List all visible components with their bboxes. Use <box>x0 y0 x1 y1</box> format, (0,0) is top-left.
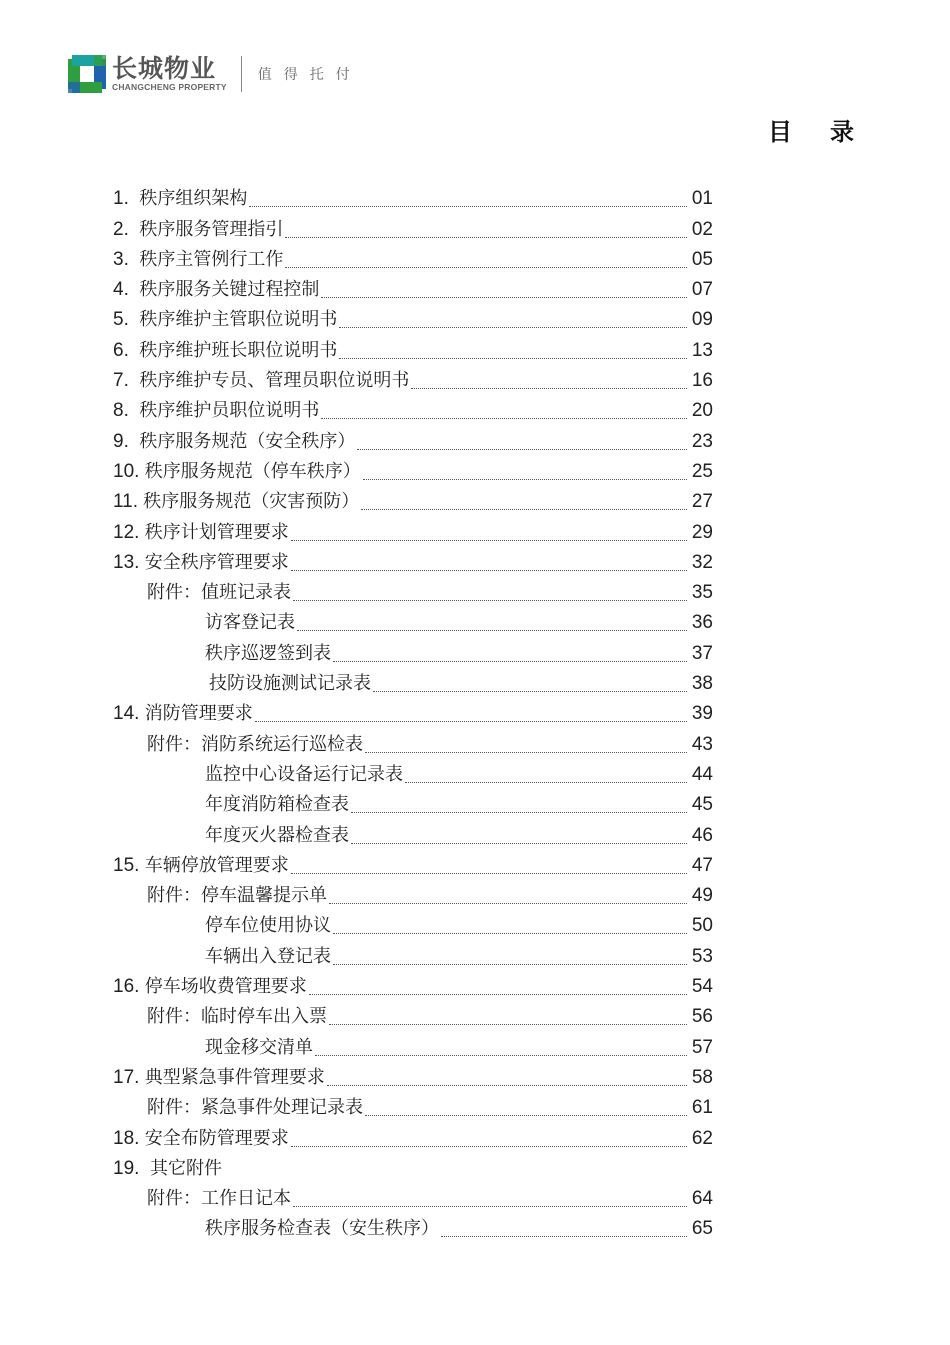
toc-entry-number: 10. <box>113 460 145 482</box>
toc-entry-title: 车辆停放管理要求 <box>144 854 289 876</box>
toc-entry-number: 3. <box>113 248 140 270</box>
toc-entry-title: 消防管理要求 <box>144 703 253 725</box>
header <box>68 52 362 96</box>
toc-dot-leader <box>224 1176 687 1177</box>
toc-dot-leader <box>361 508 687 510</box>
toc-entry-page: 38 <box>691 673 713 695</box>
toc-entry-page: 20 <box>691 400 713 422</box>
toc-entry[interactable] <box>113 727 713 757</box>
toc-entry-title: 秩序巡逻签到表 <box>205 642 331 664</box>
toc-entry-title: 秩序服务规范（停车秩序） <box>144 460 361 482</box>
toc-entry-title: 技防设施测试记录表 <box>209 673 371 695</box>
toc-entry-page: 39 <box>691 703 713 725</box>
toc-entry-page: 35 <box>691 582 713 604</box>
toc-dot-leader <box>339 326 687 328</box>
toc-entry-number: 13. <box>113 551 145 573</box>
toc-entry[interactable] <box>113 364 713 394</box>
toc-dot-leader <box>327 1084 687 1086</box>
toc-entry[interactable] <box>113 212 713 242</box>
toc-entry-title: 附件：临时停车出入票 <box>147 1006 327 1028</box>
brand-name-cn: 长城物业 <box>112 54 217 83</box>
toc-entry-number: 5. <box>113 309 140 331</box>
toc-entry-number: 16. <box>113 976 145 998</box>
toc-dot-leader <box>357 448 687 450</box>
toc-entry[interactable] <box>113 1121 713 1151</box>
toc-dot-leader <box>291 872 687 874</box>
toc-entry[interactable] <box>113 879 713 909</box>
toc-entry-title: 秩序计划管理要求 <box>144 521 289 543</box>
toc-entry-number: 14. <box>113 703 145 725</box>
toc-entry-page: 49 <box>691 885 713 907</box>
toc-entry[interactable] <box>113 788 713 818</box>
toc-entry-page: 27 <box>691 491 713 513</box>
toc-entry-page: 54 <box>691 976 713 998</box>
toc-entry[interactable] <box>113 515 713 545</box>
toc-dot-leader <box>291 1145 687 1147</box>
toc-entry[interactable] <box>113 1182 713 1212</box>
brand-name-en: CHANGCHENG PROPERTY <box>112 82 227 92</box>
toc-entry[interactable] <box>113 667 713 697</box>
toc-entry[interactable] <box>113 243 713 273</box>
toc-entry-title: 年度灭火器检查表 <box>205 824 349 846</box>
toc-entry-title: 现金移交清单 <box>205 1036 313 1058</box>
toc-entry[interactable] <box>113 182 713 212</box>
toc-entry[interactable] <box>113 697 713 727</box>
toc-dot-leader <box>285 236 687 238</box>
toc-dot-leader <box>373 690 687 692</box>
toc-entry-title: 访客登记表 <box>205 612 295 634</box>
changcheng-logo-icon <box>68 55 106 93</box>
brand <box>112 56 227 92</box>
toc-entry-number: 11. <box>113 491 144 513</box>
toc-entry[interactable] <box>113 333 713 363</box>
toc-dot-leader <box>297 629 687 631</box>
toc-entry-page: 16 <box>691 370 713 392</box>
toc-entry[interactable] <box>113 970 713 1000</box>
toc-entry-page: 50 <box>691 915 713 937</box>
toc-entry-page: 65 <box>691 1218 713 1240</box>
toc-dot-leader <box>411 387 687 389</box>
toc-entry-page: 07 <box>691 279 713 301</box>
toc-entry-page: 61 <box>691 1097 713 1119</box>
toc-entry-title: 秩序维护专员、管理员职位说明书 <box>139 370 410 392</box>
toc-dot-leader <box>255 720 687 722</box>
toc-entry-title: 附件：工作日记本 <box>147 1188 291 1210</box>
toc-dot-leader <box>333 963 687 965</box>
header-divider <box>241 56 242 92</box>
toc-entry-title: 秩序服务规范（灾害预防） <box>143 491 360 513</box>
toc-entry-number: 4. <box>113 279 140 301</box>
toc-entry-number: 1. <box>113 188 140 210</box>
toc-entry-title: 其它附件 <box>149 1157 222 1179</box>
toc-entry[interactable] <box>113 1061 713 1091</box>
toc-entry-number: 15. <box>113 854 145 876</box>
toc-entry[interactable] <box>113 455 713 485</box>
toc-entry[interactable] <box>113 758 713 788</box>
page-title: 目录 <box>768 118 892 146</box>
toc-entry-number: 7. <box>113 370 140 392</box>
toc-entry-title: 秩序服务管理指引 <box>139 218 284 240</box>
toc-entry-title: 秩序服务关键过程控制 <box>139 279 320 301</box>
toc-entry[interactable] <box>113 394 713 424</box>
toc-dot-leader <box>249 205 687 207</box>
toc-entry-title: 秩序维护员职位说明书 <box>139 400 320 422</box>
toc-entry[interactable] <box>113 303 713 333</box>
toc-entry[interactable] <box>113 849 713 879</box>
toc-entry-title: 秩序主管例行工作 <box>139 248 284 270</box>
toc-entry-title: 秩序服务检查表（安生秩序） <box>205 1218 439 1240</box>
toc-entry-page: 45 <box>691 794 713 816</box>
slogan: 值得托付 <box>257 67 362 83</box>
toc-entry-page: 43 <box>691 733 713 755</box>
toc-dot-leader <box>321 417 687 419</box>
toc-entry[interactable] <box>113 424 713 454</box>
toc-entry-page: 25 <box>691 460 713 482</box>
toc-entry-number: 9. <box>113 430 140 452</box>
toc-entry-page: 53 <box>691 945 713 967</box>
toc-entry[interactable] <box>113 273 713 303</box>
toc-entry[interactable] <box>113 1212 713 1242</box>
toc-dot-leader <box>405 781 687 783</box>
toc-entry-title: 安全布防管理要求 <box>144 1127 289 1149</box>
toc-entry[interactable] <box>113 1152 713 1182</box>
toc-dot-leader <box>365 1114 687 1116</box>
toc-entry[interactable] <box>113 636 713 666</box>
toc-entry-page: 44 <box>691 763 713 785</box>
toc-entry-title: 停车场收费管理要求 <box>144 976 307 998</box>
toc-entry[interactable] <box>113 1091 713 1121</box>
toc-entry-page: 01 <box>691 188 713 210</box>
toc-dot-leader <box>293 599 687 601</box>
toc-dot-leader <box>339 357 687 359</box>
toc-entry-page: 13 <box>691 339 713 361</box>
toc-entry[interactable] <box>113 1030 713 1060</box>
toc-entry-page: 58 <box>691 1066 713 1088</box>
toc-entry[interactable] <box>113 909 713 939</box>
toc-entry-page: 23 <box>691 430 713 452</box>
toc-entry-number: 12. <box>113 521 145 543</box>
toc-entry-page: 47 <box>691 854 713 876</box>
toc-dot-leader <box>333 932 687 934</box>
toc-entry-title: 秩序服务规范（安全秩序） <box>139 430 356 452</box>
toc-entry-page: 32 <box>691 551 713 573</box>
toc-entry-page: 64 <box>691 1188 713 1210</box>
toc-dot-leader <box>285 266 687 268</box>
toc-entry-page: 09 <box>691 309 713 331</box>
toc-dot-leader <box>329 1023 687 1025</box>
toc-entry-title: 秩序维护主管职位说明书 <box>139 309 338 331</box>
toc-entry-title: 典型紧急事件管理要求 <box>144 1066 325 1088</box>
toc-entry-number: 19. <box>113 1157 150 1179</box>
toc-entry-title: 监控中心设备运行记录表 <box>205 763 403 785</box>
toc-entry[interactable] <box>113 546 713 576</box>
toc-entry-title: 附件：消防系统运行巡检表 <box>147 733 363 755</box>
toc-entry-page: 57 <box>691 1036 713 1058</box>
toc-dot-leader <box>363 478 687 480</box>
toc-entry-title: 附件：值班记录表 <box>147 582 291 604</box>
toc-entry-title: 年度消防箱检查表 <box>205 794 349 816</box>
toc-entry-page: 36 <box>691 612 713 634</box>
toc-entry-page: 46 <box>691 824 713 846</box>
toc-entry-title: 秩序维护班长职位说明书 <box>139 339 338 361</box>
toc-dot-leader <box>333 660 687 662</box>
toc-entry-page: 62 <box>691 1127 713 1149</box>
toc-entry-number: 8. <box>113 400 140 422</box>
toc-dot-leader <box>293 1205 687 1207</box>
toc-dot-leader <box>291 569 687 571</box>
toc-dot-leader <box>351 842 687 844</box>
toc-dot-leader <box>351 811 687 813</box>
toc-entry-title: 停车位使用协议 <box>205 915 331 937</box>
toc-dot-leader <box>365 751 687 753</box>
table-of-contents <box>113 182 713 1242</box>
toc-entry[interactable] <box>113 606 713 636</box>
toc-dot-leader <box>321 296 687 298</box>
toc-entry-number: 2. <box>113 218 140 240</box>
toc-entry[interactable] <box>113 818 713 848</box>
toc-entry[interactable] <box>113 939 713 969</box>
toc-entry-page: 02 <box>691 218 713 240</box>
toc-entry[interactable] <box>113 485 713 515</box>
toc-entry-number: 6. <box>113 339 140 361</box>
toc-dot-leader <box>309 993 687 995</box>
toc-entry-title: 附件：紧急事件处理记录表 <box>147 1097 363 1119</box>
toc-dot-leader <box>291 539 687 541</box>
toc-dot-leader <box>329 902 687 904</box>
toc-entry[interactable] <box>113 1000 713 1030</box>
toc-entry-title: 秩序组织架构 <box>139 188 248 210</box>
toc-entry-page: 56 <box>691 1006 713 1028</box>
toc-entry-page: 05 <box>691 248 713 270</box>
toc-entry-page: 37 <box>691 642 713 664</box>
toc-entry[interactable] <box>113 576 713 606</box>
toc-entry-title: 安全秩序管理要求 <box>144 551 289 573</box>
toc-entry-title: 附件：停车温馨提示单 <box>147 885 327 907</box>
toc-entry-title: 车辆出入登记表 <box>205 945 331 967</box>
toc-entry-number: 17. <box>113 1066 145 1088</box>
toc-entry-number: 18. <box>113 1127 145 1149</box>
toc-dot-leader <box>441 1235 687 1237</box>
toc-dot-leader <box>315 1054 687 1056</box>
toc-entry-page: 29 <box>691 521 713 543</box>
